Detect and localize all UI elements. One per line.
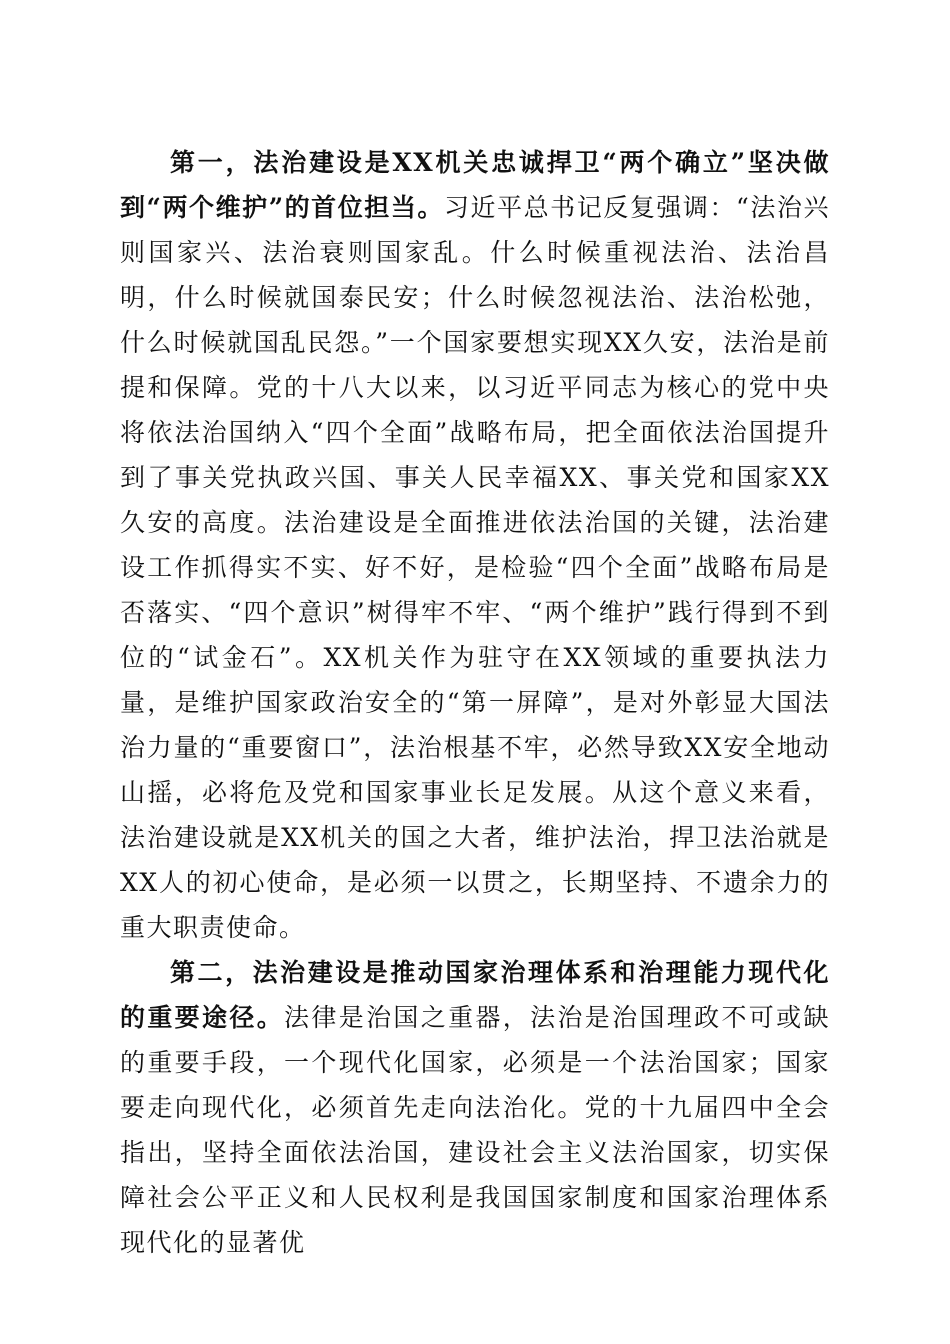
document-body (120, 140, 830, 1265)
paragraph-second (120, 950, 830, 1265)
paragraph-second-body: 法律是治国之重器，法治是治国理政不可或缺的重要手段，一个现代化国家，必须是一个法治国家；国家要走向现代化，必须首先走向法治化。党的十九届四中全会指出，坚持全面依法治国，建设社会主义法治国家，切实保障社会公平正义和人民权利是我国国家制度和国家治理体系现代化的显著优 (120, 1003, 830, 1257)
paragraph-first (120, 140, 830, 950)
paragraph-first-lead: 第一，法治建设是XX机关忠诚捍卫“两个确立”坚决做到“两个维护”的首位担当。 (120, 148, 830, 222)
paragraph-first-body: 习近平总书记反复强调：“法治兴则国家兴、法治衰则国家乱。什么时候重视法治、法治昌明，什么时候就国泰民安；什么时候忽视法治、法治松弛，什么时候就国乱民怨。”一个国家要想实现XX久安，法治是前提和保障。党的十八大以来，以习近平同志为核心的党中央将依法治国纳入“四个全面”战略布局，把全面依法治国提升到了事关党执政兴国、事关人民幸福XX、事关党和国家XX久安的高度。法治建设是全面推进依法治国的关键，法治建设工作抓得实不实、好不好，是检验“四个全面”战略布局是否落实、“四个意识”树得牢不牢、“两个维护”践行得到不到位的“试金石”。XX机关作为驻守在XX领域的重要执法力量，是维护国家政治安全的“第一屏障”，是对外彰显大国法治力量的“重要窗口”，法治根基不牢，必然导致XX安全地动山摇，必将危及党和国家事业长足发展。从这个意义来看，法治建设就是XX机关的国之大者，维护法治，捍卫法治就是XX人的初心使命，是必须一以贯之，长期坚持、不遗余力的重大职责使命。 (120, 193, 830, 942)
paragraph-second-lead: 第二，法治建设是推动国家治理体系和治理能力现代化的重要途径。 (120, 958, 830, 1032)
